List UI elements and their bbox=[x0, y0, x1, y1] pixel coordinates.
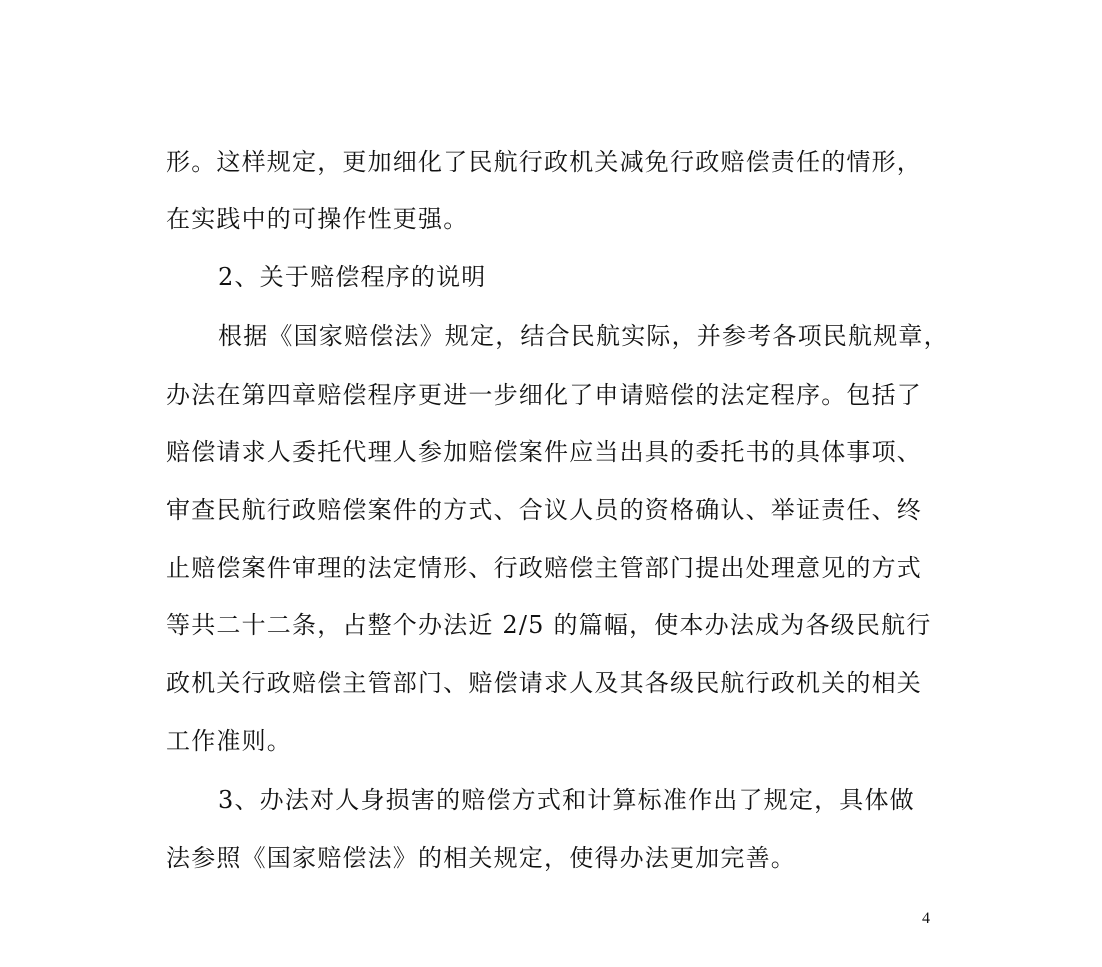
text-line: 政机关行政赔偿主管部门、赔偿请求人及其各级民航行政机关的相关 bbox=[166, 669, 922, 697]
page-number: 4 bbox=[922, 910, 930, 927]
text-line: 工作准则。 bbox=[166, 727, 292, 755]
text-line: 法参照《国家赔偿法》的相关规定，使得办法更加完善。 bbox=[166, 844, 796, 872]
text-line: 办法在第四章赔偿程序更进一步细化了申请赔偿的法定程序。包括了 bbox=[166, 381, 922, 409]
text-line: 在实践中的可操作性更强。 bbox=[166, 205, 469, 233]
section-heading: 2、关于赔偿程序的说明 bbox=[218, 263, 487, 291]
text-line: 形。这样规定，更加细化了民航行政机关减免行政赔偿责任的情形， bbox=[166, 148, 922, 176]
text-line: 审查民航行政赔偿案件的方式、合议人员的资格确认、举证责任、终 bbox=[166, 496, 922, 524]
text-line: 止赔偿案件审理的法定情形、行政赔偿主管部门提出处理意见的方式 bbox=[166, 554, 922, 582]
text-line: 赔偿请求人委托代理人参加赔偿案件应当出具的委托书的具体事项、 bbox=[166, 438, 922, 466]
section-heading: 3、办法对人身损害的赔偿方式和计算标准作出了规定，具体做 bbox=[218, 786, 915, 814]
text-line: 等共二十二条，占整个办法近 2/5 的篇幅，使本办法成为各级民航行 bbox=[166, 611, 932, 639]
text-line: 根据《国家赔偿法》规定，结合民航实际，并参考各项民航规章， bbox=[218, 322, 949, 350]
